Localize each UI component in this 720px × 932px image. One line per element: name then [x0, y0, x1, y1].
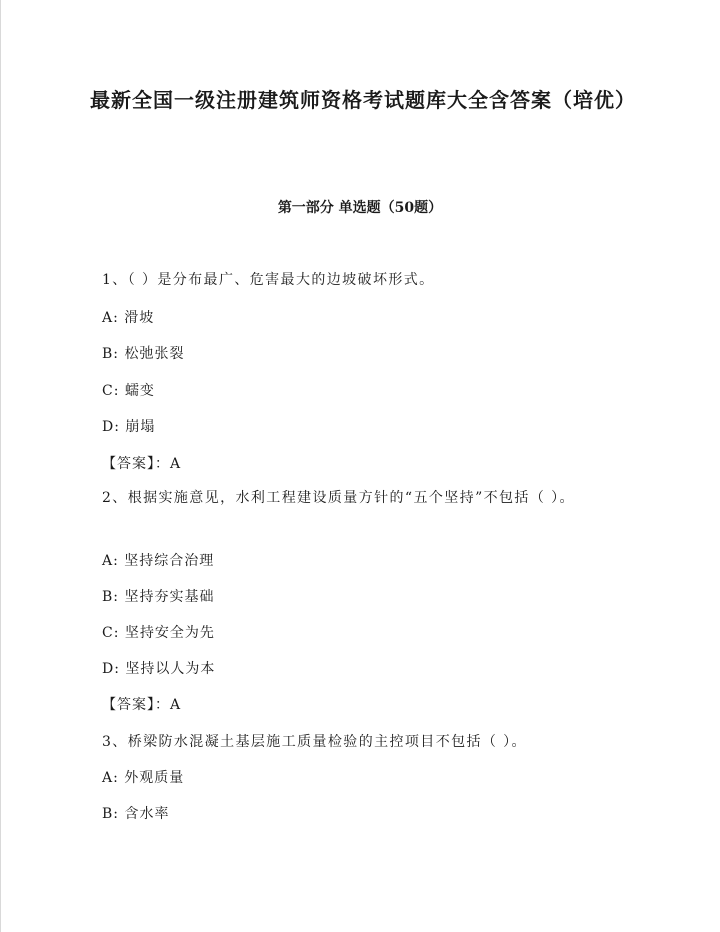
option-3b: B: 含水率: [102, 806, 170, 822]
option-2d: D: 坚持以人为本: [102, 661, 216, 677]
option-2b: B: 坚持夯实基础: [102, 589, 215, 605]
question-3: 3、桥梁防水混凝土基层施工质量检验的主控项目不包括（ ）。: [102, 734, 527, 750]
option-1a: A: 滑坡: [102, 310, 155, 326]
option-1d: D: 崩塌: [102, 419, 156, 435]
question-2: 2、根据实施意见，水利工程建设质量方针的“五个坚持”不包括（ ）。: [102, 490, 575, 506]
answer-1: 【答案】：A: [102, 456, 182, 472]
option-1b: B: 松弛张裂: [102, 346, 185, 362]
section-heading: 第一部分 单选题（50题）: [277, 200, 443, 216]
document-title: 最新全国一级注册建筑师资格考试题库大全含答案（培优）: [90, 88, 636, 112]
question-1: 1、（ ）是分布最广、危害最大的边坡破坏形式。: [102, 272, 435, 288]
option-2a: A: 坚持综合治理: [102, 553, 215, 569]
answer-2: 【答案】：A: [102, 697, 182, 713]
option-1c: C: 蠕变: [102, 383, 155, 399]
page-edge: [0, 0, 1, 932]
option-3a: A: 外观质量: [102, 770, 185, 786]
option-2c: C: 坚持安全为先: [102, 625, 215, 641]
